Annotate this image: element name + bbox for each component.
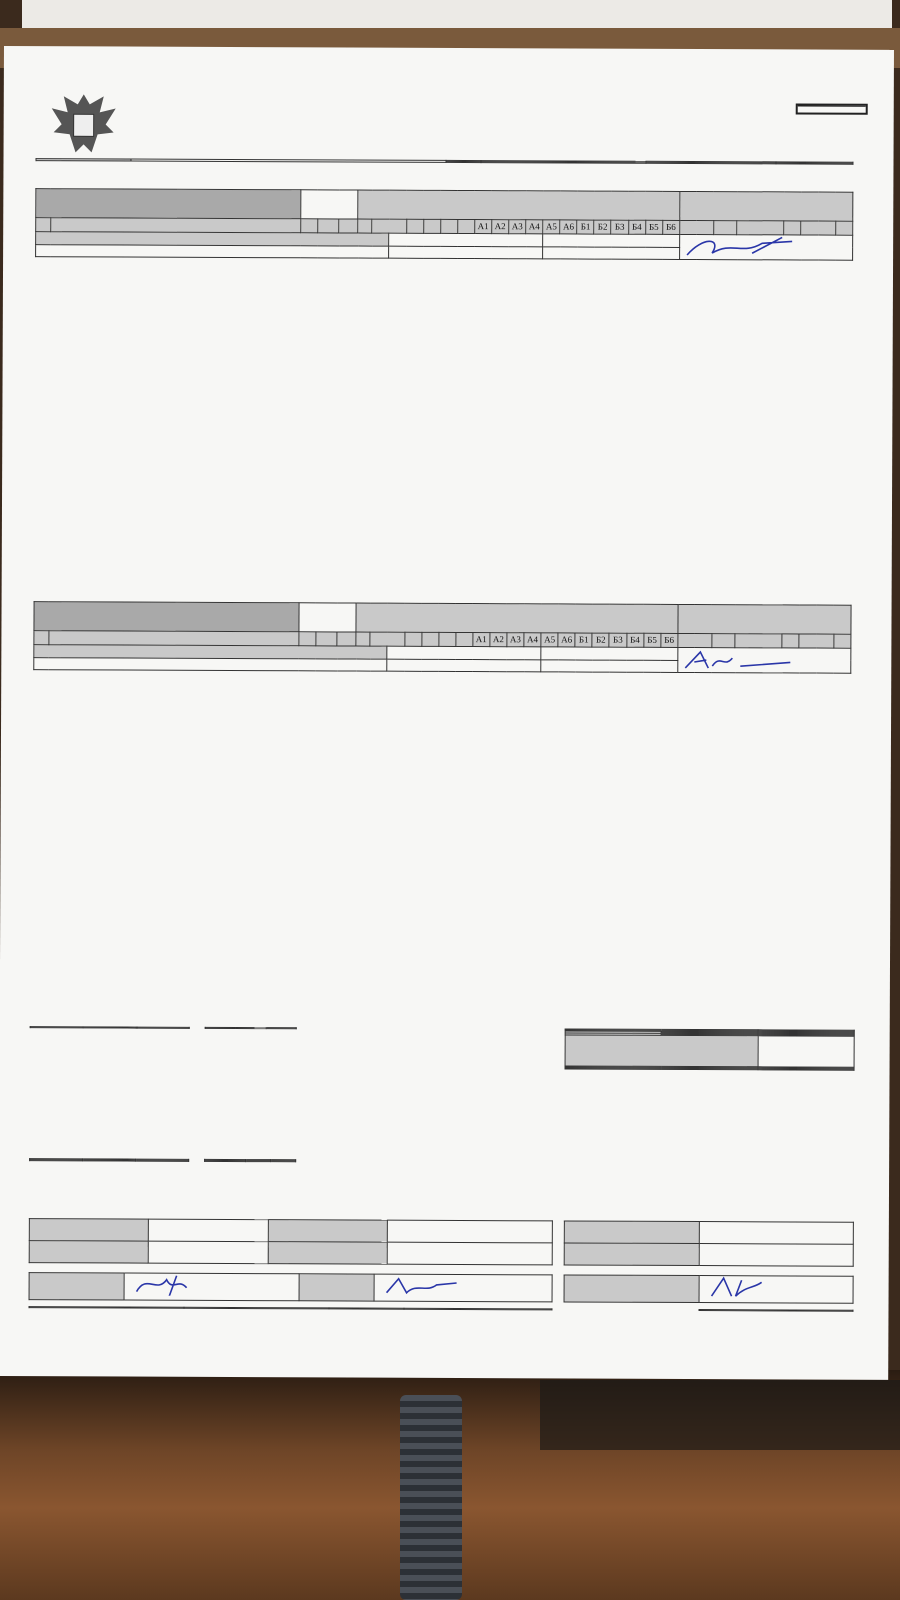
competition-judge-table bbox=[28, 1306, 552, 1310]
signatures-table bbox=[29, 1272, 553, 1302]
logo-eagle-icon bbox=[43, 86, 123, 166]
shootout-title bbox=[310, 1015, 560, 1016]
bag-shadow bbox=[540, 1380, 900, 1450]
team-a-name bbox=[301, 190, 359, 219]
arena-label bbox=[446, 161, 481, 162]
refs-title bbox=[570, 1016, 850, 1017]
team-a-table: А1 А2 А3 А4 А5 А6 Б1 Б2 Б3 Б4 Б5 Б6 bbox=[35, 188, 853, 261]
team-b-name bbox=[299, 603, 357, 632]
team-b-goals-header bbox=[356, 603, 677, 633]
periods-table bbox=[30, 1026, 190, 1029]
refs-table bbox=[565, 1028, 855, 1070]
timeout-table bbox=[204, 1159, 296, 1162]
secretary bbox=[699, 1244, 853, 1267]
notes-table bbox=[698, 1309, 853, 1312]
periods-title bbox=[30, 1014, 200, 1015]
secretary-sign-table bbox=[564, 1274, 854, 1303]
team-b-signature bbox=[678, 647, 851, 673]
secretary-table bbox=[564, 1220, 854, 1266]
team-b-table: А1 А2 А3 А4 А5 А6 Б1 Б2 Б3 Б4 Б5 Б6 bbox=[33, 601, 851, 674]
goalies-table bbox=[205, 1027, 297, 1029]
bag-zipper bbox=[400, 1395, 462, 1600]
main-judge-2 bbox=[149, 1241, 268, 1264]
time bbox=[691, 162, 776, 163]
competition-label bbox=[36, 159, 131, 161]
match-time-table bbox=[29, 1158, 189, 1162]
team-a-signature bbox=[679, 234, 852, 260]
time-label bbox=[646, 162, 691, 163]
competition bbox=[131, 159, 446, 162]
match-number-box bbox=[796, 103, 868, 114]
team-a-goals-header bbox=[358, 190, 679, 220]
arena bbox=[481, 162, 646, 164]
team-b-label bbox=[34, 602, 299, 632]
team-b-coach bbox=[34, 657, 387, 671]
team-b-penalties-header bbox=[678, 604, 851, 634]
spectators bbox=[776, 163, 853, 164]
team-a-coach bbox=[36, 244, 389, 258]
team-a-label bbox=[36, 189, 301, 219]
officials-table bbox=[29, 1218, 553, 1265]
match-info bbox=[35, 158, 853, 165]
team-a-section bbox=[35, 188, 853, 261]
team-a-penalties-header bbox=[680, 191, 853, 221]
shootout-table bbox=[310, 1027, 560, 1028]
team-b-section bbox=[33, 601, 851, 674]
protocol-sheet bbox=[0, 46, 894, 1380]
main-judge-1 bbox=[149, 1219, 268, 1242]
match-number bbox=[798, 106, 866, 112]
